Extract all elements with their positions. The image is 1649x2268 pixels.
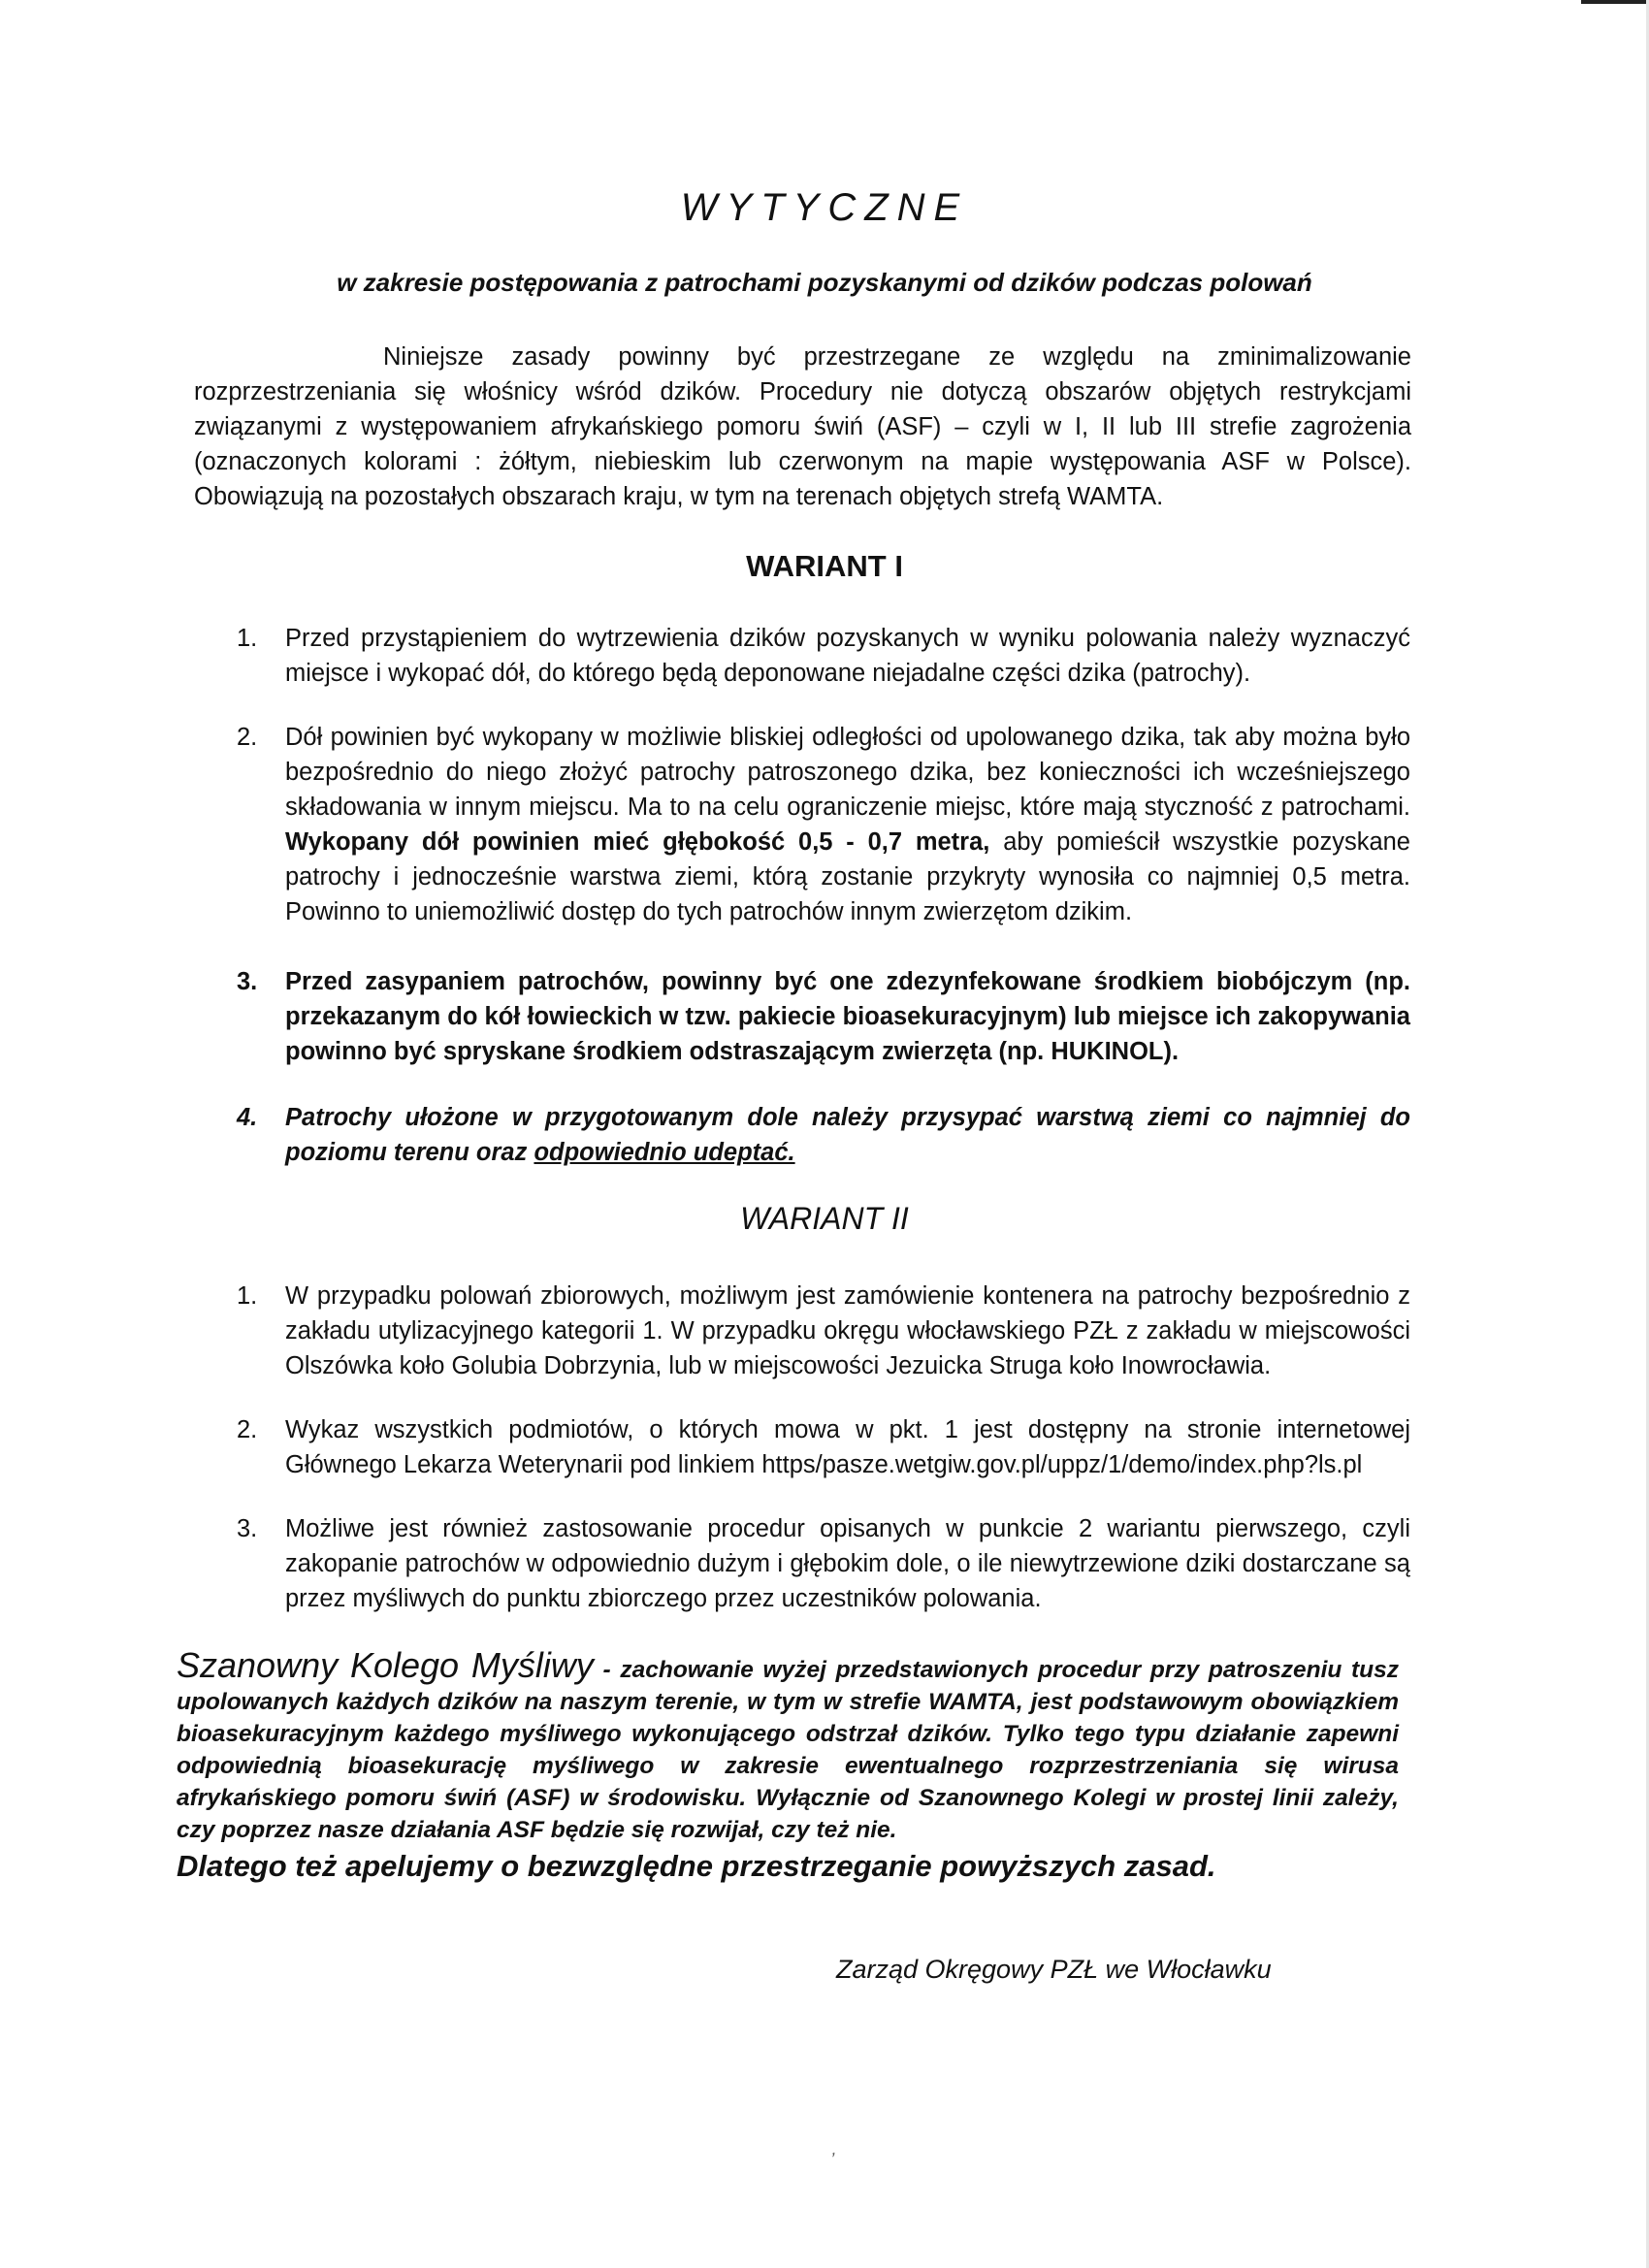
item-text: Przed przystąpieniem do wytrzewienia dzików pozyskanych w wyniku polowania należy wyznaczyć miejsce i wykopać dół, do którego będą deponowane niejadalne części dzika (patrochy). — [285, 625, 1410, 687]
signature: Zarząd Okręgowy PZŁ we Włocławku — [836, 1955, 1272, 1984]
scan-speck: ‚ — [832, 2139, 836, 2158]
item-number: 1. — [237, 625, 258, 652]
closing-greeting: Szanowny Kolego Myśliwy — [177, 1645, 594, 1685]
item-text-underlined: odpowiednio udeptać. — [534, 1139, 795, 1166]
item-text: Możliwe jest również zastosowanie procedur opisanych w punkcie 2 wariantu pierwszego, czyli zakopanie patrochów w odpowiednio dużym i głębokim dole, o ile niewytrzewione dziki dostarczane są przez myśliwych do punktu zbiorczego przez uczestników polowania. — [285, 1515, 1410, 1612]
closing-appeal — [177, 1645, 1400, 1883]
item-text — [285, 720, 1410, 929]
item-text: Przed zasypaniem patrochów, powinny być one zdezynfekowane środkiem biobójczym (np. przekazanym do kół łowieckich w tzw. pakiecie bioasekuracyjnym) lub miejsce ich zakopywania powinno być spryskane środkiem odstraszającym zwierzęta (np. HUKINOL). — [285, 968, 1410, 1065]
variant-2-item-1 — [237, 1279, 1410, 1383]
variant-1-heading: WARIANT I — [746, 549, 903, 583]
document-title: WYTYCZNE — [680, 186, 969, 229]
item-number: 1. — [237, 1282, 258, 1310]
variant-2-item-2 — [237, 1412, 1410, 1482]
variant-1-item-2 — [237, 720, 1410, 929]
closing-dash: - — [593, 1657, 621, 1683]
item-text-part: Dół powinien być wykopany w możliwie bliskiej odległości od upolowanego dzika, tak aby można było bezpośrednio do niego złożyć patrochy patroszonego dzika, bez konieczności ich wcześniejszego składowania w innym miejscu. Ma to na celu ograniczenie miejsc, które mają styczność z patrochami. — [285, 724, 1410, 821]
item-text-part: aby pomieścił wszystkie pozyskane patrochy i jednocześnie warstwa ziemi, którą zostanie przykryty wynosiła co najmniej 0,5 metra. Powinno to uniemożliwić dostęp do tych patrochów innym zwierzętom dzikim. — [285, 828, 1410, 925]
variant-2-item-3 — [237, 1511, 1410, 1616]
item-number: 3. — [237, 1515, 258, 1542]
item-text-bold: Wykopany dół powinien mieć głębokość 0,5 - 0,7 metra, — [285, 828, 990, 856]
variant-1-item-1 — [237, 621, 1410, 691]
item-text: Wykaz wszystkich podmiotów, o których mowa w pkt. 1 jest dostępny na stronie internetowej Głównego Lekarza Weterynarii pod linkiem https/pasze.wetgiw.gov.pl/uppz/1/demo/index.php?ls.pl — [285, 1416, 1410, 1478]
item-number: 2. — [237, 1416, 258, 1443]
scan-edge-mark — [1581, 0, 1649, 4]
closing-final-appeal: Dlatego też apelujemy o bezwzględne przestrzeganie powyższych zasad. — [177, 1849, 1216, 1883]
variant-1-item-3 — [237, 964, 1410, 1069]
variant-2-heading: WARIANT II — [740, 1201, 909, 1236]
item-number: 4. — [237, 1104, 258, 1131]
closing-body: zachowanie wyżej przedstawionych procedur przy patroszeniu tusz upolowanych każdych dzików na naszym terenie, w tym w strefie WAMTA, jest podstawowym obowiązkiem bioasekuracyjnym każdego myśliwego wykonującego odstrzał dzików. Tylko tego typu działanie zapewni odpowiednią bioasekurację myśliwego w zakresie ewentualnego rozprzestrzeniania się wirusa afrykańskiego pomoru świń (ASF) w środowisku. Wyłącznie od Szanownego Kolegi w prostej linii zależy, czy poprzez nasze działania ASF będzie się rozwijał, czy też nie. — [177, 1657, 1400, 1843]
document-subtitle: w zakresie postępowania z patrochami pozyskanymi od dzików podczas polowań — [337, 268, 1312, 297]
item-text: W przypadku polowań zbiorowych, możliwym jest zamówienie kontenera na patrochy bezpośrednio z zakładu utylizacyjnego kategorii 1. W przypadku okręgu włocławskiego PZŁ z zakładu w miejscowości Olszówka koło Golubia Dobrzynia, lub w miejscowości Jezuicka Struga koło Inowrocławia. — [285, 1282, 1410, 1379]
item-number: 2. — [237, 724, 258, 751]
intro-paragraph: Niniejsze zasady powinny być przestrzegane ze względu na zminimalizowanie rozprzestrzeniania się włośnicy wśród dzików. Procedury nie dotyczą obszarów objętych restrykcjami związanymi z występowaniem afrykańskiego pomoru świń (ASF) – czyli w I, II lub III strefie zagrożenia (oznaczonych kolorami : żółtym, niebieskim lub czerwonym na mapie występowania ASF w Polsce). Obowiązują na pozostałych obszarach kraju, w tym na terenach objętych strefą WAMTA. — [194, 343, 1411, 510]
item-text-part: Patrochy ułożone w przygotowanym dole należy przysypać warstwą ziemi co najmniej do poziomu terenu oraz — [285, 1104, 1410, 1166]
item-text — [285, 1100, 1410, 1170]
item-number: 3. — [237, 968, 258, 995]
variant-1-item-4 — [237, 1100, 1410, 1170]
